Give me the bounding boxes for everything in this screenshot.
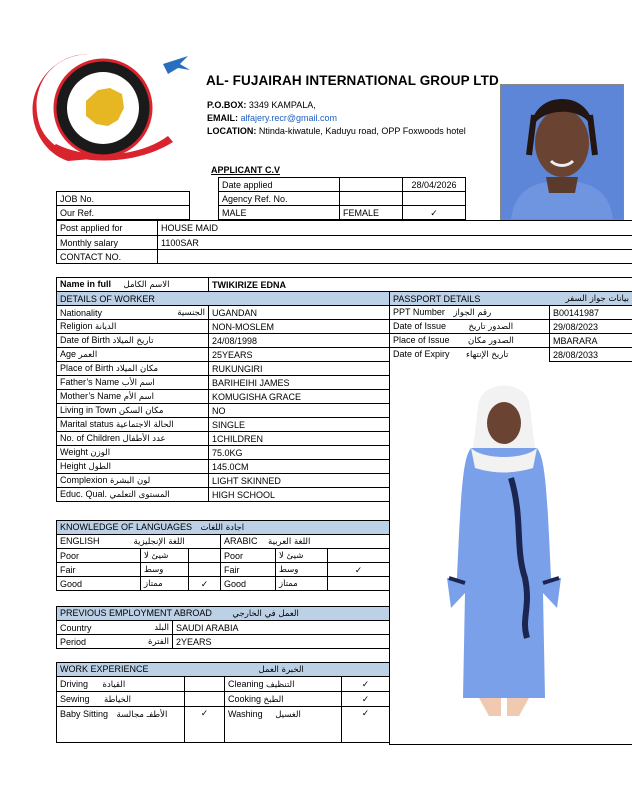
- job-ref-table: [56, 191, 190, 220]
- applicant-full-body-photo: [443, 378, 565, 723]
- post-applied-label: Post applied for: [57, 221, 158, 236]
- gender-female-label: FEMALE: [340, 206, 403, 220]
- email-line: EMAIL: alfajery.recr@gmail.com: [207, 113, 337, 123]
- table-row: Complexion لون البشرة LIGHT SKINNED: [57, 474, 390, 488]
- agency-ref-label: Agency Ref. No.: [219, 192, 340, 206]
- company-logo: [28, 46, 198, 166]
- table-row: Religion الديانة NON-MOSLEM: [57, 320, 390, 334]
- table-row: Educ. Qual. المستوى التعلمي HIGH SCHOOL: [57, 488, 390, 502]
- po-box-line: P.O.BOX: 3349 KAMPALA,: [207, 100, 316, 110]
- location-line: LOCATION: Ntinda-kiwatule, Kaduyu road, OPP Foxwoods hotel: [207, 126, 466, 136]
- female-check-mark: ✓: [403, 206, 466, 220]
- full-name-value: TWIKIRIZE EDNA: [209, 278, 632, 292]
- email-link[interactable]: alfajery.recr@gmail.com: [238, 113, 337, 123]
- english-label: ENGLISH اللغة الإنجليزية: [57, 535, 221, 549]
- table-row: Father’s Name اسم الأب BARIHEIHI JAMES: [57, 376, 390, 390]
- previous-employment-header: PREVIOUS EMPLOYMENT ABROAD العمل في الخارجي: [57, 607, 390, 621]
- table-row: Date of Expiry تاريخ الإنتهاء 28/08/2033: [390, 348, 632, 362]
- languages-table: [56, 520, 390, 591]
- passport-details-table: [389, 291, 632, 362]
- worker-details-table: [56, 291, 390, 502]
- table-row: Mother’s Name اسم الأم KOMUGISHA GRACE: [57, 390, 390, 404]
- table-row: Place of Issue الصدور مكان MBARARA: [390, 334, 632, 348]
- post-applied-table: [56, 220, 632, 264]
- previous-employment-table: [56, 606, 390, 649]
- worker-details-header: DETAILS OF WORKER: [57, 292, 390, 306]
- full-name-label: Name in full الاسم الكامل: [57, 278, 209, 292]
- monthly-salary-value: 1100SAR: [158, 236, 632, 250]
- work-experience-table: [56, 662, 390, 743]
- passport-details-header: PASSPORT DETAILS بيانات جواز السفر: [390, 292, 632, 306]
- arabic-label: ARABIC اللغة العربية: [221, 535, 390, 549]
- table-row: Place of Birth مكان الميلاد RUKUNGIRI: [57, 362, 390, 376]
- our-ref-label: Our Ref.: [57, 206, 190, 220]
- period-value: 2YEARS: [173, 635, 390, 649]
- monthly-salary-label: Monthly salary: [57, 236, 158, 250]
- table-row: Baby Sitting الأطفـ مجالسة ✓ Washing الغسيل ✓: [57, 707, 390, 743]
- applicant-portrait-photo: [500, 84, 624, 220]
- job-no-label: JOB No.: [57, 192, 190, 206]
- date-applied-value: 28/04/2026: [403, 178, 466, 192]
- gender-male-label: MALE: [219, 206, 340, 220]
- contact-no-value: [158, 250, 632, 264]
- full-name-table: [56, 277, 632, 292]
- table-row: No. of Children عدد الأطفال 1CHILDREN: [57, 432, 390, 446]
- work-experience-header: WORK EXPERIENCE الخبرة العمل: [57, 663, 390, 677]
- contact-no-label: CONTACT NO.: [57, 250, 158, 264]
- table-row: Weight الوزن 75.0KG: [57, 446, 390, 460]
- country-value: SAUDI ARABIA: [173, 621, 390, 635]
- table-row: Fair وسط Fair وسط ✓: [57, 563, 390, 577]
- languages-header: KNOWLEDGE OF LANGUAGES اجادة اللغات: [57, 521, 390, 535]
- table-row: Good ممتاز ✓ Good ممتاز: [57, 577, 390, 591]
- table-row: Height الطول 145.0CM: [57, 460, 390, 474]
- table-row: PPT Number رقم الجواز B00141987: [390, 306, 632, 320]
- date-applied-label: Date applied: [219, 178, 340, 192]
- table-row: Sewing الخياطة Cooking الطبخ ✓: [57, 692, 390, 707]
- table-row: Age العمر 25YEARS: [57, 348, 390, 362]
- company-name: AL- FUJAIRAH INTERNATIONAL GROUP LTD: [206, 73, 499, 88]
- table-row: Marital status الحالة الاجتماعية SINGLE: [57, 418, 390, 432]
- bottom-border-right: [389, 744, 632, 745]
- application-info-table: [218, 177, 466, 220]
- table-row: Living in Town مكان السكن NO: [57, 404, 390, 418]
- table-row: Poor شيئ لا Poor شيئ لا: [57, 549, 390, 563]
- table-row: Period الفترة 2YEARS: [57, 635, 390, 649]
- table-row: Nationality الجنسية UGANDAN: [57, 306, 390, 320]
- logo-emblem: [28, 46, 198, 166]
- cv-title: APPLICANT C.V: [211, 165, 281, 175]
- table-row: Driving القيادة Cleaning التنظيف ✓: [57, 677, 390, 692]
- table-row: Date of Issue الصدور تاريخ 29/08/2023: [390, 320, 632, 334]
- table-row: Date of Birth تاريخ الميلاد 24/08/1998: [57, 334, 390, 348]
- table-row: Country البلد SAUDI ARABIA: [57, 621, 390, 635]
- post-applied-value: HOUSE MAID: [158, 221, 632, 236]
